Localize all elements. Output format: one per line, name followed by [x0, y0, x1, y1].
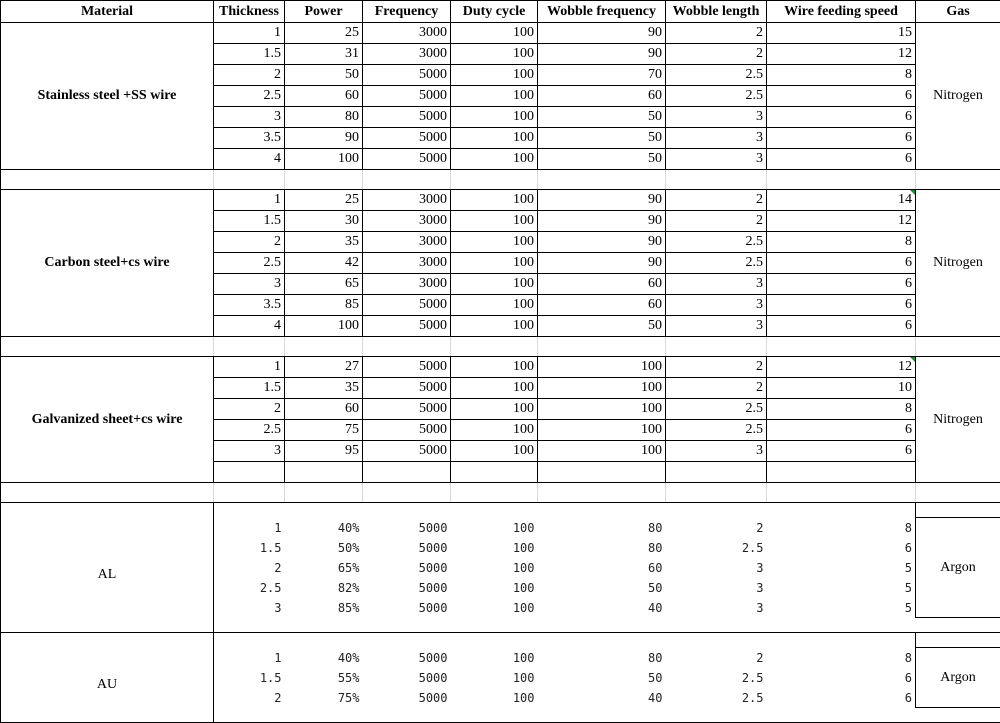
cell-frequency[interactable]: 5000 [363, 378, 451, 399]
cell-frequency[interactable]: 5000 [363, 420, 451, 441]
padding-cell [214, 618, 916, 633]
cell-frequency[interactable]: 5000 [363, 558, 451, 578]
cell-thickness[interactable]: 1 [214, 190, 285, 211]
cell-wire-feeding-speed[interactable]: 6 [767, 420, 916, 441]
cell-wobble-frequency[interactable]: 100 [538, 420, 666, 441]
spacer-cell [1, 337, 214, 357]
cell-thickness[interactable]: 2 [214, 232, 285, 253]
cell-wobble-frequency[interactable]: 90 [538, 232, 666, 253]
header-duty-cycle[interactable]: Duty cycle [451, 1, 538, 23]
cell-thickness[interactable]: 1 [214, 648, 285, 668]
cell-frequency[interactable]: 5000 [363, 648, 451, 668]
cell-wire-feeding-speed[interactable]: 8 [767, 65, 916, 86]
cell-wobble-length[interactable]: 3 [666, 107, 767, 128]
empty-cell[interactable] [451, 462, 538, 483]
cell-frequency[interactable]: 5000 [363, 668, 451, 688]
padding-row [1, 633, 1000, 648]
cell-thickness[interactable]: 1.5 [214, 378, 285, 399]
cell-wobble-length[interactable]: 3 [666, 128, 767, 149]
cell-power[interactable]: 90 [285, 128, 363, 149]
cell-wobble-frequency[interactable]: 100 [538, 441, 666, 462]
cell-frequency[interactable]: 5000 [363, 538, 451, 558]
cell-frequency[interactable]: 5000 [363, 295, 451, 316]
cell-power[interactable]: 65% [285, 558, 363, 578]
spacer-cell [451, 337, 538, 357]
header-row [1, 1, 1000, 23]
cell-wire-feeding-speed[interactable]: 8 [767, 648, 916, 668]
table-row [1, 357, 1000, 378]
table-row [1, 190, 1000, 211]
cell-wobble-frequency[interactable]: 90 [538, 253, 666, 274]
empty-cell[interactable] [214, 462, 285, 483]
gas-cell[interactable]: Argon [916, 648, 1000, 708]
material-cell[interactable]: Galvanized sheet+cs wire [1, 357, 214, 483]
cell-frequency[interactable]: 3000 [363, 232, 451, 253]
material-cell[interactable]: AL [1, 518, 214, 633]
cell-wobble-length[interactable]: 2 [666, 23, 767, 44]
cell-duty-cycle[interactable]: 100 [451, 668, 538, 688]
spacer-cell [916, 483, 1000, 503]
cell-wobble-frequency[interactable]: 80 [538, 518, 666, 538]
cell-frequency[interactable]: 3000 [363, 211, 451, 232]
cell-power[interactable]: 85 [285, 295, 363, 316]
cell-power[interactable]: 50% [285, 538, 363, 558]
spacer-cell [1, 483, 214, 503]
spacer-cell [363, 337, 451, 357]
cell-wire-feeding-speed[interactable]: 5 [767, 578, 916, 598]
cell-duty-cycle[interactable]: 100 [451, 128, 538, 149]
cell-thickness[interactable]: 4 [214, 149, 285, 170]
spacer-cell [538, 170, 666, 190]
cell-frequency[interactable]: 5000 [363, 65, 451, 86]
cell-wire-feeding-speed[interactable]: 6 [767, 316, 916, 337]
spacer-cell [1, 170, 214, 190]
cell-frequency[interactable]: 5000 [363, 598, 451, 618]
cell-power[interactable]: 75 [285, 420, 363, 441]
padding-row [1, 503, 1000, 518]
cell-wobble-length[interactable]: 2.5 [666, 399, 767, 420]
cell-thickness[interactable]: 2 [214, 399, 285, 420]
cell-thickness[interactable]: 2.5 [214, 420, 285, 441]
cell-frequency[interactable]: 3000 [363, 274, 451, 295]
cell-thickness[interactable]: 2.5 [214, 253, 285, 274]
cell-duty-cycle[interactable]: 100 [451, 295, 538, 316]
cell-duty-cycle[interactable]: 100 [451, 518, 538, 538]
cell-wobble-length[interactable]: 2 [666, 378, 767, 399]
group-carbon-steel [1, 190, 1000, 357]
cell-power[interactable]: 25 [285, 23, 363, 44]
cell-wobble-frequency[interactable]: 40 [538, 688, 666, 708]
cell-wire-feeding-speed[interactable]: 6 [767, 128, 916, 149]
cell-duty-cycle[interactable]: 100 [451, 357, 538, 378]
cell-wobble-length[interactable]: 3 [666, 316, 767, 337]
cell-wire-feeding-speed[interactable]: 6 [767, 274, 916, 295]
spacer-cell [916, 170, 1000, 190]
cell-wire-feeding-speed[interactable]: 10 [767, 378, 916, 399]
cell-wobble-length[interactable]: 2 [666, 648, 767, 668]
cell-wobble-length[interactable]: 2.5 [666, 86, 767, 107]
cell-wobble-length[interactable]: 2.5 [666, 420, 767, 441]
cell-duty-cycle[interactable]: 100 [451, 86, 538, 107]
cell-wobble-frequency[interactable]: 80 [538, 648, 666, 668]
table-row [1, 648, 1000, 668]
cell-thickness[interactable]: 3 [214, 598, 285, 618]
cell-duty-cycle[interactable]: 100 [451, 190, 538, 211]
cell-frequency[interactable]: 3000 [363, 190, 451, 211]
group-al [1, 503, 1000, 633]
cell-duty-cycle[interactable]: 100 [451, 107, 538, 128]
cell-thickness[interactable]: 1.5 [214, 211, 285, 232]
cell-wobble-frequency[interactable]: 50 [538, 578, 666, 598]
cell-power[interactable]: 95 [285, 441, 363, 462]
cell-thickness[interactable]: 2 [214, 558, 285, 578]
spacer-cell [666, 170, 767, 190]
cell-wobble-frequency[interactable]: 50 [538, 316, 666, 337]
cell-wobble-length[interactable]: 2 [666, 518, 767, 538]
cell-duty-cycle[interactable]: 100 [451, 399, 538, 420]
padding-cell [214, 708, 916, 723]
cell-duty-cycle[interactable]: 100 [451, 253, 538, 274]
cell-wire-feeding-speed[interactable]: 6 [767, 149, 916, 170]
cell-power[interactable]: 40% [285, 518, 363, 538]
cell-wobble-frequency[interactable]: 100 [538, 399, 666, 420]
cell-duty-cycle[interactable]: 100 [451, 648, 538, 668]
header-wobble-length[interactable]: Wobble length [666, 1, 767, 23]
gas-cell[interactable]: Argon [916, 518, 1000, 618]
cell-wire-feeding-speed[interactable]: 5 [767, 598, 916, 618]
empty-cell[interactable] [767, 462, 916, 483]
table-row [1, 23, 1000, 44]
cell-power[interactable]: 30 [285, 211, 363, 232]
cell-thickness[interactable]: 1 [214, 357, 285, 378]
cell-wire-feeding-speed[interactable]: 6 [767, 668, 916, 688]
cell-duty-cycle[interactable]: 100 [451, 23, 538, 44]
cell-wobble-frequency[interactable]: 90 [538, 190, 666, 211]
gas-cell[interactable]: Nitrogen [916, 23, 1000, 170]
padding-cell [767, 503, 916, 518]
material-cell[interactable]: AU [1, 648, 214, 723]
cell-wobble-length[interactable]: 3 [666, 149, 767, 170]
padding-cell [1, 503, 214, 518]
cell-duty-cycle[interactable]: 100 [451, 232, 538, 253]
cell-wire-feeding-speed[interactable]: 8 [767, 399, 916, 420]
cell-power[interactable]: 35 [285, 232, 363, 253]
cell-frequency[interactable]: 3000 [363, 23, 451, 44]
cell-wire-feeding-speed[interactable]: 12 [767, 357, 916, 378]
cell-wobble-frequency[interactable]: 60 [538, 274, 666, 295]
cell-thickness[interactable]: 3 [214, 274, 285, 295]
cell-duty-cycle[interactable]: 100 [451, 441, 538, 462]
cell-wobble-length[interactable]: 2.5 [666, 538, 767, 558]
cell-frequency[interactable]: 5000 [363, 128, 451, 149]
cell-frequency[interactable]: 5000 [363, 441, 451, 462]
cell-wobble-frequency[interactable]: 80 [538, 538, 666, 558]
spacer-cell [767, 483, 916, 503]
cell-duty-cycle[interactable]: 100 [451, 688, 538, 708]
cell-wobble-length[interactable]: 2 [666, 44, 767, 65]
cell-power[interactable]: 50 [285, 65, 363, 86]
cell-thickness[interactable]: 3 [214, 441, 285, 462]
cell-power[interactable]: 60 [285, 86, 363, 107]
cell-wobble-length[interactable]: 3 [666, 295, 767, 316]
cell-wobble-frequency[interactable]: 70 [538, 65, 666, 86]
cell-wobble-frequency[interactable]: 100 [538, 357, 666, 378]
cell-thickness[interactable]: 1.5 [214, 538, 285, 558]
empty-cell[interactable] [666, 462, 767, 483]
spacer-row [1, 483, 1000, 503]
cell-wobble-length[interactable]: 2 [666, 190, 767, 211]
empty-cell[interactable] [538, 462, 666, 483]
cell-duty-cycle[interactable]: 100 [451, 420, 538, 441]
cell-duty-cycle[interactable]: 100 [451, 558, 538, 578]
cell-power[interactable]: 85% [285, 598, 363, 618]
padding-cell [1, 633, 214, 648]
spacer-row [1, 337, 1000, 357]
spacer-cell [916, 337, 1000, 357]
cell-power[interactable]: 27 [285, 357, 363, 378]
spacer-cell [285, 170, 363, 190]
header-gas[interactable]: Gas [916, 1, 1000, 23]
cell-duty-cycle[interactable]: 100 [451, 44, 538, 65]
cell-wobble-length[interactable]: 2 [666, 211, 767, 232]
cell-wobble-length[interactable]: 2.5 [666, 688, 767, 708]
cell-thickness[interactable]: 3.5 [214, 295, 285, 316]
cell-wobble-frequency[interactable]: 50 [538, 668, 666, 688]
cell-duty-cycle[interactable]: 100 [451, 274, 538, 295]
gas-cell[interactable]: Nitrogen [916, 357, 1000, 483]
cell-power[interactable]: 75% [285, 688, 363, 708]
cell-wire-feeding-speed[interactable]: 6 [767, 86, 916, 107]
cell-wobble-length[interactable]: 2.5 [666, 232, 767, 253]
cell-wobble-length[interactable]: 2 [666, 357, 767, 378]
cell-wobble-frequency[interactable]: 100 [538, 378, 666, 399]
cell-wire-feeding-speed[interactable]: 6 [767, 688, 916, 708]
cell-power[interactable]: 65 [285, 274, 363, 295]
cell-power[interactable]: 100 [285, 149, 363, 170]
header-wobble-frequency[interactable]: Wobble frequency [538, 1, 666, 23]
spacer-cell [538, 337, 666, 357]
padding-cell [214, 633, 767, 648]
cell-frequency[interactable]: 5000 [363, 107, 451, 128]
cell-frequency[interactable]: 5000 [363, 578, 451, 598]
cell-power[interactable]: 25 [285, 190, 363, 211]
empty-cell[interactable] [285, 462, 363, 483]
cell-wire-feeding-speed[interactable]: 15 [767, 23, 916, 44]
header-frequency[interactable]: Frequency [363, 1, 451, 23]
cell-wobble-length[interactable]: 2.5 [666, 668, 767, 688]
padding-cell [214, 503, 767, 518]
cell-frequency[interactable]: 5000 [363, 688, 451, 708]
cell-wobble-length[interactable]: 2.5 [666, 65, 767, 86]
cell-thickness[interactable]: 2 [214, 688, 285, 708]
cell-thickness[interactable]: 2 [214, 65, 285, 86]
cell-wobble-frequency[interactable]: 50 [538, 107, 666, 128]
cell-wobble-frequency[interactable]: 90 [538, 211, 666, 232]
cell-wire-feeding-speed[interactable]: 6 [767, 107, 916, 128]
spacer-cell [666, 483, 767, 503]
cell-wobble-frequency[interactable]: 50 [538, 149, 666, 170]
cell-duty-cycle[interactable]: 100 [451, 598, 538, 618]
cell-wire-feeding-speed[interactable]: 6 [767, 295, 916, 316]
table-row [1, 518, 1000, 538]
header-thickness[interactable]: Thickness [214, 1, 285, 23]
spacer-cell [538, 483, 666, 503]
cell-thickness[interactable]: 1 [214, 23, 285, 44]
cell-thickness[interactable]: 1.5 [214, 44, 285, 65]
header-power[interactable]: Power [285, 1, 363, 23]
spacer-cell [451, 483, 538, 503]
cell-duty-cycle[interactable]: 100 [451, 211, 538, 232]
cell-thickness[interactable]: 1.5 [214, 668, 285, 688]
cell-wobble-frequency[interactable]: 60 [538, 558, 666, 578]
cell-wobble-frequency[interactable]: 90 [538, 23, 666, 44]
cell-thickness[interactable]: 1 [214, 518, 285, 538]
spacer-cell [214, 483, 285, 503]
cell-wire-feeding-speed[interactable]: 6 [767, 253, 916, 274]
header-wire-feeding-speed[interactable]: Wire feeding speed [767, 1, 916, 23]
spacer-cell [214, 337, 285, 357]
padding-cell [916, 633, 1000, 648]
cell-wobble-frequency[interactable]: 60 [538, 295, 666, 316]
padding-cell [916, 618, 1000, 633]
cell-frequency[interactable]: 3000 [363, 44, 451, 65]
gas-cell[interactable]: Nitrogen [916, 190, 1000, 337]
cell-wobble-length[interactable]: 3 [666, 441, 767, 462]
cell-wire-feeding-speed[interactable]: 14 [767, 190, 916, 211]
cell-wobble-frequency[interactable]: 60 [538, 86, 666, 107]
spacer-row [1, 170, 1000, 190]
spacer-cell [363, 483, 451, 503]
cell-wire-feeding-speed[interactable]: 6 [767, 441, 916, 462]
cell-duty-cycle[interactable]: 100 [451, 378, 538, 399]
cell-power[interactable]: 100 [285, 316, 363, 337]
cell-wire-feeding-speed[interactable]: 8 [767, 518, 916, 538]
cell-duty-cycle[interactable]: 100 [451, 578, 538, 598]
spacer-cell [767, 170, 916, 190]
cell-thickness[interactable]: 3 [214, 107, 285, 128]
cell-power[interactable]: 31 [285, 44, 363, 65]
material-cell[interactable]: Carbon steel+cs wire [1, 190, 214, 337]
cell-wire-feeding-speed[interactable]: 12 [767, 211, 916, 232]
cell-wire-feeding-speed[interactable]: 8 [767, 232, 916, 253]
group-galvanized-sheet [1, 357, 1000, 503]
spacer-cell [363, 170, 451, 190]
cell-thickness[interactable]: 2.5 [214, 578, 285, 598]
cell-frequency[interactable]: 5000 [363, 149, 451, 170]
spacer-cell [285, 483, 363, 503]
cell-power[interactable]: 55% [285, 668, 363, 688]
cell-wobble-length[interactable]: 3 [666, 598, 767, 618]
cell-power[interactable]: 80 [285, 107, 363, 128]
header-material[interactable]: Material [1, 1, 214, 23]
cell-wire-feeding-speed[interactable]: 6 [767, 538, 916, 558]
cell-wobble-length[interactable]: 3 [666, 578, 767, 598]
cell-duty-cycle[interactable]: 100 [451, 149, 538, 170]
cell-thickness[interactable]: 4 [214, 316, 285, 337]
cell-wobble-frequency[interactable]: 90 [538, 44, 666, 65]
padding-cell [767, 633, 916, 648]
spacer-cell [451, 170, 538, 190]
spacer-cell [666, 337, 767, 357]
padding-cell [916, 708, 1000, 723]
cell-wire-feeding-speed[interactable]: 12 [767, 44, 916, 65]
cell-wobble-length[interactable]: 2.5 [666, 253, 767, 274]
cell-frequency[interactable]: 3000 [363, 253, 451, 274]
spacer-cell [767, 337, 916, 357]
cell-duty-cycle[interactable]: 100 [451, 316, 538, 337]
empty-cell[interactable] [363, 462, 451, 483]
spacer-cell [285, 337, 363, 357]
padding-cell [916, 503, 1000, 518]
cell-power[interactable]: 60 [285, 399, 363, 420]
cell-frequency[interactable]: 5000 [363, 399, 451, 420]
cell-frequency[interactable]: 5000 [363, 86, 451, 107]
cell-power[interactable]: 35 [285, 378, 363, 399]
cell-power[interactable]: 82% [285, 578, 363, 598]
cell-thickness[interactable]: 2.5 [214, 86, 285, 107]
cell-wobble-length[interactable]: 3 [666, 558, 767, 578]
group-au [1, 633, 1000, 723]
cell-frequency[interactable]: 5000 [363, 518, 451, 538]
cell-frequency[interactable]: 5000 [363, 316, 451, 337]
spacer-cell [214, 170, 285, 190]
material-cell[interactable]: Stainless steel +SS wire [1, 23, 214, 170]
cell-frequency[interactable]: 5000 [363, 357, 451, 378]
cell-wobble-frequency[interactable]: 50 [538, 128, 666, 149]
cell-thickness[interactable]: 3.5 [214, 128, 285, 149]
cell-power[interactable]: 40% [285, 648, 363, 668]
cell-wobble-frequency[interactable]: 40 [538, 598, 666, 618]
cell-duty-cycle[interactable]: 100 [451, 65, 538, 86]
cell-power[interactable]: 42 [285, 253, 363, 274]
cell-duty-cycle[interactable]: 100 [451, 538, 538, 558]
group-stainless-steel [1, 23, 1000, 190]
cell-wire-feeding-speed[interactable]: 5 [767, 558, 916, 578]
cell-wobble-length[interactable]: 3 [666, 274, 767, 295]
